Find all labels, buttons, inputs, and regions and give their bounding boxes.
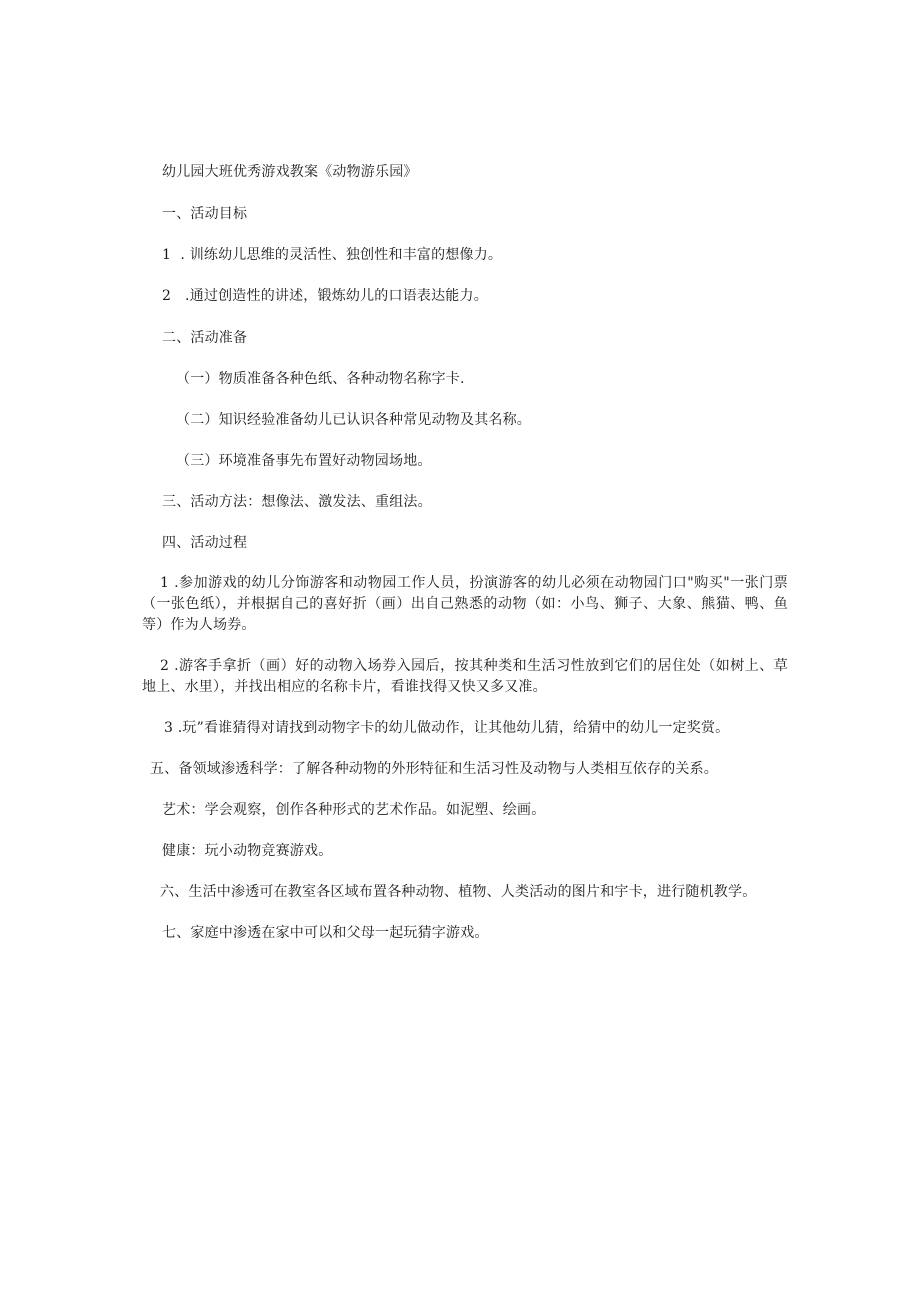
section-heading-goals: 一、活动目标 [162, 206, 248, 222]
section-daily-life: 六、生活中渗透可在教室各区域布置各种动物、植物、人类活动的图片和宇卡，进行随机教学。 [160, 884, 757, 900]
art-item: 艺术：学会观察，创作各种形式的艺术作品。如泥塑、绘画。 [162, 802, 546, 818]
section-heading-preparation: 二、活动准备 [162, 330, 248, 346]
prep-item-1: （一）物质准备各种色纸、各种动物名称字卡. [176, 371, 465, 387]
section-heading-process: 四、活动过程 [162, 535, 248, 551]
process-step-1: 1 .参加游戏的幼儿分饰游客和动物园工作人员，扮演游客的幼儿必须在动物园门口"购买"一张门票（一张色纸），并根据自己的喜好折（画）出自己熟悉的动物（如：小鸟、狮子、大象、熊猫、鸭、鱼等）作为人场券。 [142, 575, 788, 633]
goal-item-1: 1 . 训练幼儿思维的灵活性、独创性和丰富的想像力。 [162, 247, 503, 263]
process-step-2: 2 .游客手拿折（画）好的动物入场券入园后，按其种类和生活习性放到它们的居住处（如树上、草地上、水里），并找出相应的名称卡片，看谁找得又快又多又准。 [142, 658, 788, 695]
goal-item-2: 2 .通过创造性的讲述，锻炼幼儿的口语表达能力。 [162, 288, 488, 304]
process-step-3: 3 .玩”看谁猜得对请找到动物字卡的幼儿做动作，让其他幼儿猜，给猜中的幼儿一定奖赏。 [164, 720, 730, 736]
prep-item-3: （三）环境准备事先布置好动物园场地。 [176, 453, 432, 469]
section-methods: 三、活动方法：想像法、激发法、重组法。 [162, 494, 432, 510]
document-title: 幼儿园大班优秀游戏教案《动物游乐园》 [162, 164, 418, 180]
section-domain-integration: 五、备领域渗透科学：了解各种动物的外形特征和生活习性及动物与人类相互依存的关系。 [150, 761, 718, 777]
health-item: 健康：玩小动物竞赛游戏。 [162, 843, 333, 859]
section-family: 七、家庭中渗透在家中可以和父母一起玩猜字游戏。 [162, 925, 489, 941]
prep-item-2: （二）知识经验准备幼儿已认识各种常见动物及其名称。 [176, 412, 531, 428]
